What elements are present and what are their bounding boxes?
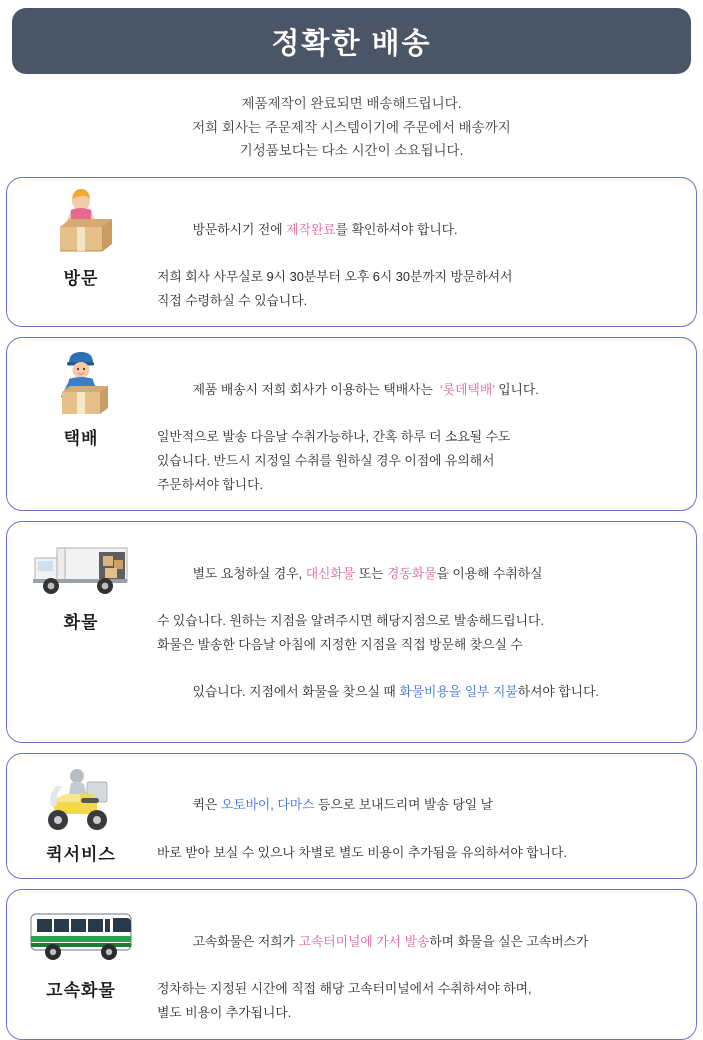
text-seg: 하셔야 합니다. — [517, 684, 599, 700]
card-parcel-icon-area — [7, 338, 155, 455]
text-seg: 고속화물은 저희가 — [192, 934, 299, 949]
card-cargo-text — [155, 522, 696, 741]
card-parcel — [6, 337, 697, 511]
text-seg-highlight: ‘롯데택배’ — [439, 381, 495, 397]
card-cargo-line-2: 수 있습니다. 원하는 지점을 알려주시면 해당지점으로 발송해드립니다. — [157, 613, 544, 629]
scooter-courier-icon — [31, 764, 131, 838]
card-quick-service-line-1 — [157, 770, 682, 841]
card-quick-service-text — [155, 754, 696, 879]
card-quick-service-label: 퀵서비스 — [46, 844, 116, 864]
card-cargo-icon-area — [7, 522, 155, 639]
card-quick-service-icon-area — [7, 754, 155, 871]
text-seg: 하며 화물을 실은 고속버스가 — [429, 934, 589, 949]
card-visit-line-3: 직접 수령하실 수 있습니다. — [157, 292, 308, 308]
card-visit-label: 방문 — [63, 268, 99, 288]
card-express-cargo — [6, 889, 697, 1039]
card-parcel-label: 택배 — [63, 429, 99, 449]
text-seg: 퀵은 — [192, 797, 221, 813]
card-visit — [6, 177, 697, 327]
card-express-cargo-icon-area — [7, 890, 155, 1007]
card-parcel-text — [155, 338, 696, 510]
card-visit-line-2: 저희 회사 사무실로 9시 30분부터 오후 6시 30분까지 방문하셔서 — [157, 268, 513, 284]
text-seg: 입니다. — [494, 381, 539, 397]
card-express-cargo-line-1 — [157, 906, 682, 977]
card-cargo-line-4 — [157, 657, 682, 728]
card-express-cargo-line-2: 정차하는 지정된 시간에 직접 해당 고속터미널에서 수취하셔야 하며, — [157, 981, 532, 997]
text-seg-highlight: 제작완료 — [286, 221, 336, 237]
card-quick-service-line-2: 바로 받아 보실 수 있으나 차별로 별도 비용이 추가됨을 유의하셔야 합니다. — [157, 844, 567, 860]
card-parcel-line-1 — [157, 354, 682, 425]
card-express-cargo-text — [155, 890, 696, 1038]
text-seg: 방문하시기 전에 — [192, 221, 287, 237]
cargo-truck-icon — [25, 532, 137, 606]
text-seg-highlight: 대신화물 — [305, 565, 356, 581]
card-cargo — [6, 521, 697, 742]
card-parcel-line-3: 있습니다. 반드시 지정일 수취를 원하실 경우 이점에 유의해서 — [157, 452, 495, 468]
text-seg: 별도 요청하실 경우, — [192, 565, 306, 581]
card-visit-text — [155, 178, 696, 326]
page-title: 정확한 배송 — [271, 27, 432, 60]
intro-line-3: 기성품보다는 다소 시간이 소요됩니다. — [239, 143, 464, 159]
text-seg: 있습니다. 지점에서 화물을 찾으실 때 — [192, 684, 400, 700]
text-seg: 를 확인하셔야 합니다. — [335, 221, 458, 237]
card-cargo-line-1 — [157, 538, 682, 609]
intro-text — [0, 92, 703, 163]
text-seg: 을 이용해 수취하실 — [436, 565, 543, 581]
card-express-cargo-line-3: 별도 비용이 추가됩니다. — [157, 1005, 292, 1021]
card-parcel-line-4: 주문하셔야 합니다. — [157, 476, 264, 492]
text-seg-highlight: 경동화물 — [386, 565, 437, 581]
text-seg-highlight: 고속터미널에 가서 발송 — [298, 934, 430, 949]
card-express-cargo-label: 고속화물 — [46, 981, 116, 1001]
text-seg-highlight: 화물비용을 일부 지불 — [399, 684, 518, 700]
intro-line-2: 저희 회사는 주문제작 시스템이기에 주문에서 배송까지 — [192, 119, 511, 135]
page-header — [12, 8, 691, 74]
express-bus-icon — [25, 900, 137, 974]
card-cargo-label: 화물 — [63, 613, 99, 633]
text-seg: 제품 배송시 저희 회사가 이용하는 택배사는 — [192, 381, 440, 397]
text-seg: 등으로 보내드리며 발송 당일 날 — [314, 797, 493, 813]
card-visit-icon-area — [7, 178, 155, 295]
card-parcel-line-2: 일반적으로 발송 다음날 수취가능하나, 간혹 하루 더 소요될 수도 — [157, 429, 511, 445]
card-cargo-line-3: 화물은 발송한 다음날 아침에 지정한 지점을 직접 방문해 찾으실 수 — [157, 636, 523, 652]
delivery-man-icon — [38, 348, 124, 422]
text-seg: 또는 — [355, 565, 387, 581]
card-quick-service — [6, 753, 697, 880]
delivery-method-cards — [0, 177, 703, 1040]
person-with-box-icon — [38, 188, 124, 262]
card-visit-line-1 — [157, 194, 682, 265]
delivery-info-page — [0, 8, 703, 1021]
intro-line-1: 제품제작이 완료되면 배송해드립니다. — [241, 96, 462, 111]
text-seg-highlight: 오토바이, 다마스 — [220, 797, 315, 813]
